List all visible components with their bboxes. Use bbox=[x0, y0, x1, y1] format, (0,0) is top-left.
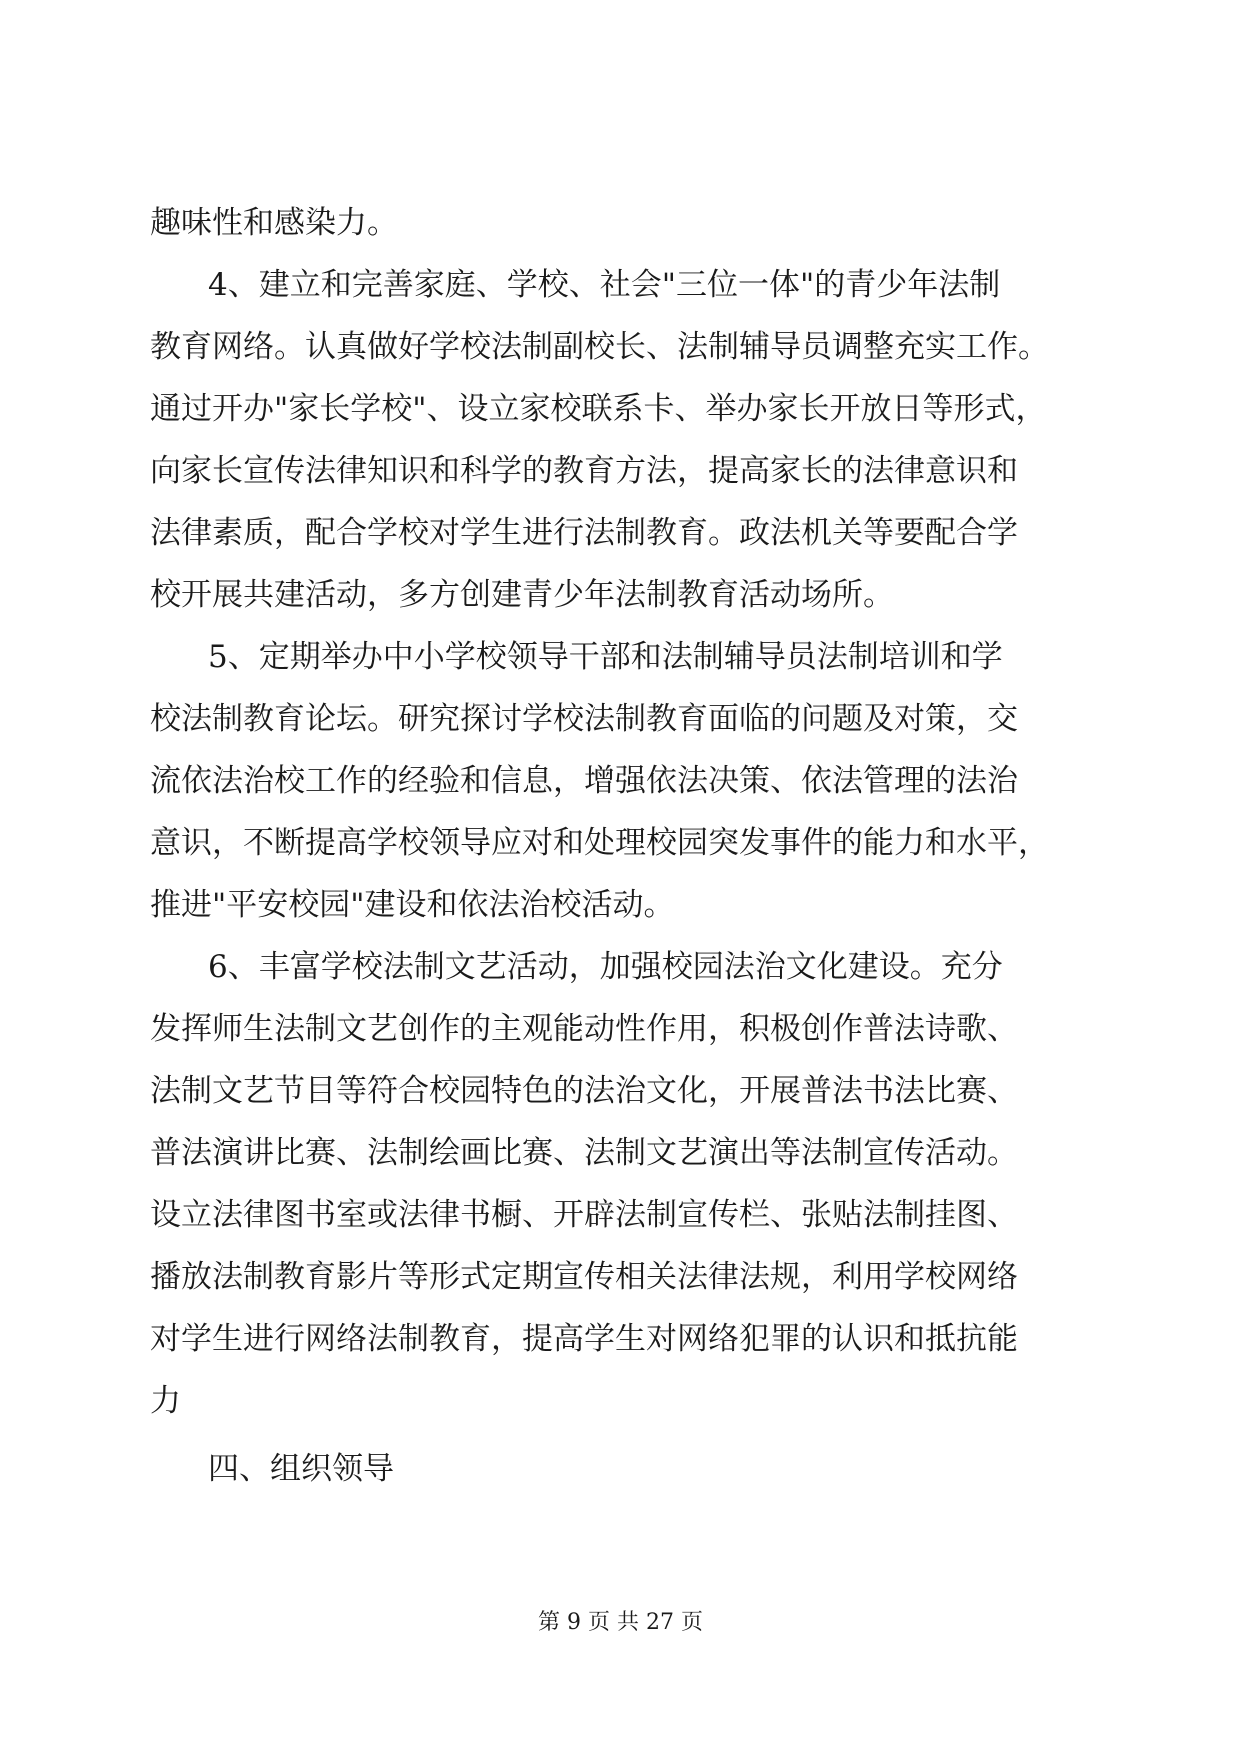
body-line bbox=[0, 389, 1241, 429]
body-line-text: 趣味性和感染力。 bbox=[150, 205, 398, 241]
body-line-text: 发挥师生法制文艺创作的主观能动性作用，积极创作普法诗歌、 bbox=[150, 1011, 1018, 1047]
section-heading bbox=[0, 1449, 1241, 1489]
body-line-text: 法制文艺节目等符合校园特色的法治文化，开展普法书法比赛、 bbox=[150, 1073, 1018, 1109]
paragraph-first-line bbox=[0, 265, 1241, 305]
body-line bbox=[0, 1133, 1241, 1173]
body-line bbox=[0, 327, 1241, 367]
body-line-text: 对学生进行网络法制教育，提高学生对网络犯罪的认识和抵抗能 bbox=[150, 1321, 1018, 1357]
body-line bbox=[0, 203, 1241, 243]
body-line bbox=[0, 575, 1241, 615]
body-line bbox=[0, 1381, 1241, 1421]
paragraph-first-line bbox=[0, 637, 1241, 677]
body-line-text: 校法制教育论坛。研究探讨学校法制教育面临的问题及对策，交 bbox=[150, 701, 1018, 737]
body-line-text: 教育网络。认真做好学校法制副校长、法制辅导员调整充实工作。 bbox=[150, 329, 1049, 365]
body-line-text: 校开展共建活动，多方创建青少年法制教育活动场所。 bbox=[150, 577, 894, 613]
body-line-text: 6、丰富学校法制文艺活动，加强校园法治文化建设。充分 bbox=[208, 949, 1003, 985]
body-line-text: 推进"平安校园"建设和依法治校活动。 bbox=[150, 887, 675, 923]
body-line-text: 播放法制教育影片等形式定期宣传相关法律法规，利用学校网络 bbox=[150, 1259, 1018, 1295]
body-line bbox=[0, 513, 1241, 553]
body-line bbox=[0, 1009, 1241, 1049]
body-line bbox=[0, 761, 1241, 801]
body-line bbox=[0, 1195, 1241, 1235]
body-line-text: 普法演讲比赛、法制绘画比赛、法制文艺演出等法制宣传活动。 bbox=[150, 1135, 1018, 1171]
body-line-text: 通过开办"家长学校"、设立家校联系卡、举办家长开放日等形式， bbox=[150, 391, 1047, 427]
body-line-text: 4、建立和完善家庭、学校、社会"三位一体"的青少年法制 bbox=[208, 267, 1001, 303]
body-line bbox=[0, 1257, 1241, 1297]
body-line bbox=[0, 885, 1241, 925]
body-line-text: 意识，不断提高学校领导应对和处理校园突发事件的能力和水平， bbox=[150, 825, 1049, 861]
body-line bbox=[0, 823, 1241, 863]
page-number: 第 9 页 共 27 页 bbox=[538, 1610, 703, 1635]
body-line bbox=[0, 1071, 1241, 1111]
paragraph-first-line bbox=[0, 947, 1241, 987]
body-line-text: 力 bbox=[150, 1383, 181, 1419]
body-line-text: 5、定期举办中小学校领导干部和法制辅导员法制培训和学 bbox=[208, 639, 1003, 675]
body-line-text: 设立法律图书室或法律书橱、开辟法制宣传栏、张贴法制挂图、 bbox=[150, 1197, 1018, 1233]
body-line-text: 法律素质，配合学校对学生进行法制教育。政法机关等要配合学 bbox=[150, 515, 1018, 551]
body-line bbox=[0, 1319, 1241, 1359]
section-heading-text: 四、组织领导 bbox=[208, 1451, 394, 1487]
body-line-text: 向家长宣传法律知识和科学的教育方法，提高家长的法律意识和 bbox=[150, 453, 1018, 489]
body-line-text: 流依法治校工作的经验和信息，增强依法决策、依法管理的法治 bbox=[150, 763, 1018, 799]
body-line bbox=[0, 699, 1241, 739]
body-line bbox=[0, 451, 1241, 491]
